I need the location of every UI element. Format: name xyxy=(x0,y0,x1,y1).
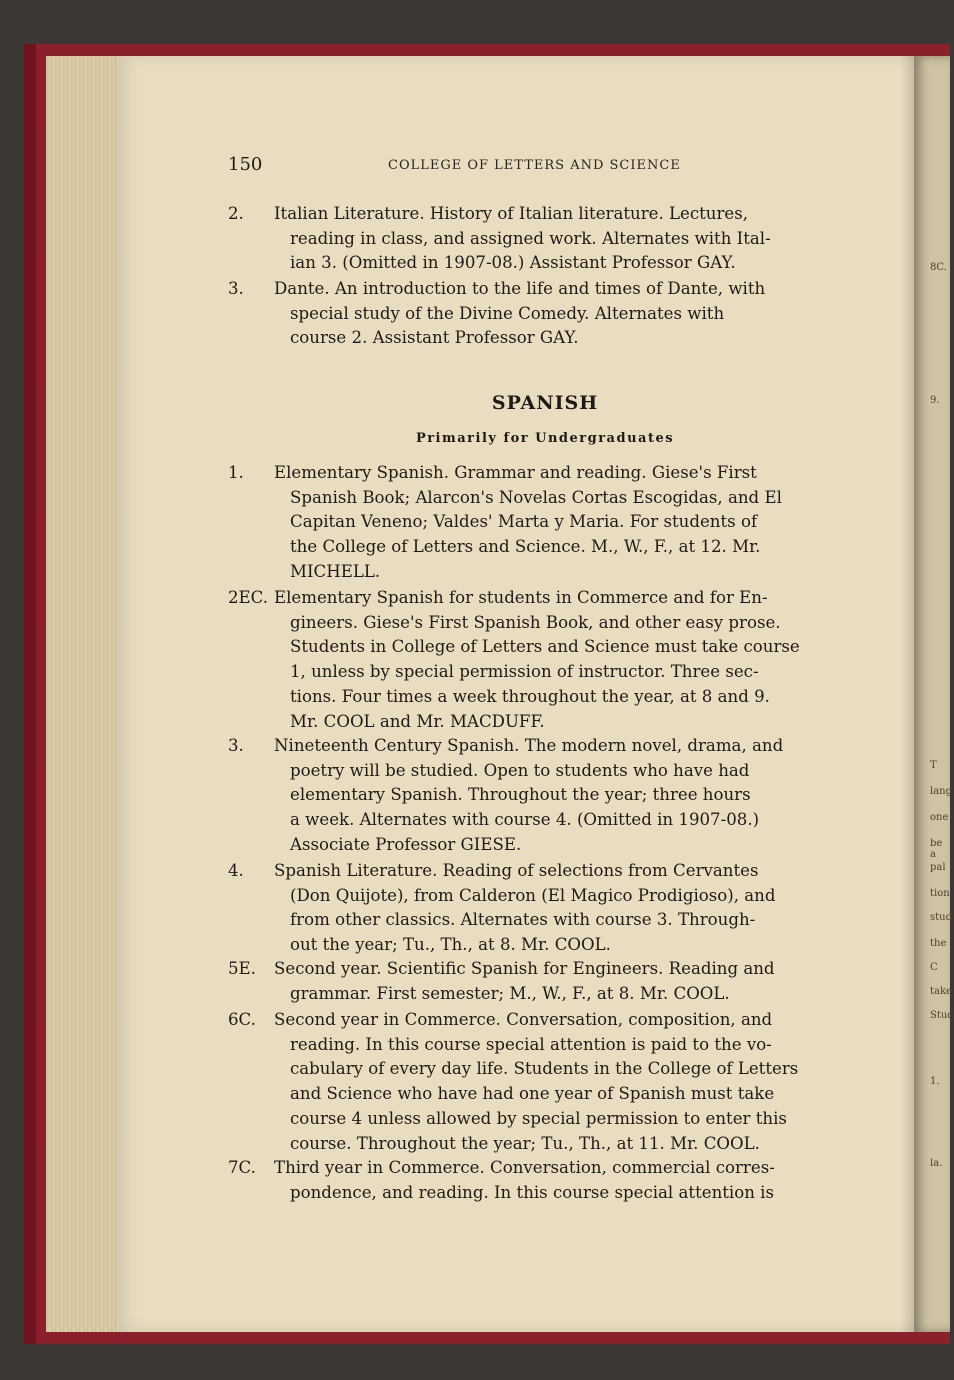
course-entry xyxy=(228,461,858,585)
description-line: course. Throughout the year; Tu., Th., at 11. Mr. COOL. xyxy=(290,1133,760,1153)
facing-page-fragment: be a xyxy=(930,838,943,860)
description-line: Mr. COOL and Mr. MACDUFF. xyxy=(290,711,545,731)
section-subtitle: Primarily for Undergraduates xyxy=(415,431,675,446)
facing-page-fragment: pal xyxy=(930,862,946,873)
description-line: Nineteenth Century Spanish. The modern novel, drama, and xyxy=(274,736,784,755)
facing-page-fragment: 1. xyxy=(930,1076,940,1087)
description-line: from other classics. Alternates with course 3. Through- xyxy=(290,910,756,930)
course-number: 6C. xyxy=(228,1010,256,1029)
course-description xyxy=(274,1156,858,1205)
description-line: poetry will be studied. Open to students who have had xyxy=(290,760,750,780)
description-line: MICHELL. xyxy=(290,561,381,581)
description-line: pondence, and reading. In this course special attention is xyxy=(290,1182,775,1202)
description-line: Second year. Scientific Spanish for Engineers. Reading and xyxy=(274,959,775,978)
course-number: 7C. xyxy=(228,1158,256,1177)
description-line: special study of the Divine Comedy. Alternates with xyxy=(290,303,725,323)
description-line: Capitan Veneno; Valdes' Marta y Maria. For students of xyxy=(290,512,758,532)
course-description xyxy=(274,586,858,734)
course-number: 2. xyxy=(228,204,244,223)
course-entry xyxy=(228,277,858,351)
course-description xyxy=(274,957,858,1006)
description-line: ian 3. (Omitted in 1907-08.) Assistant Professor GAY. xyxy=(290,253,736,273)
facing-page-fragment: stud xyxy=(930,912,952,923)
course-description xyxy=(274,202,858,276)
course-entry xyxy=(228,859,858,958)
course-number: 3. xyxy=(228,736,244,755)
description-line: gineers. Giese's First Spanish Book, and other easy prose. xyxy=(290,612,781,632)
facing-page-fragment: C xyxy=(930,962,938,973)
facing-page-fragment: la. xyxy=(930,1158,943,1169)
description-line: the College of Letters and Science. M., W., F., at 12. Mr. xyxy=(290,537,761,557)
description-line: Elementary Spanish. Grammar and reading. Giese's First xyxy=(274,463,757,482)
facing-page-fragment: 8C. xyxy=(930,262,947,273)
description-line: reading. In this course special attention is paid to the vo- xyxy=(290,1034,772,1054)
description-line: reading in class, and assigned work. Alternates with Ital- xyxy=(290,228,771,248)
course-entry xyxy=(228,734,858,858)
description-line: 1, unless by special permission of instructor. Three sec- xyxy=(290,662,759,682)
description-line: course 4 unless allowed by special permission to enter this xyxy=(290,1108,787,1128)
description-line: elementary Spanish. Throughout the year; three hours xyxy=(290,785,751,805)
facing-page-fragment: lang xyxy=(930,786,953,797)
description-line: Spanish Book; Alarcon's Novelas Cortas Escogidas, and El xyxy=(290,487,782,507)
description-line: cabulary of every day life. Students in the College of Letters xyxy=(290,1059,799,1079)
course-number: 1. xyxy=(228,463,244,482)
description-line: tions. Four times a week throughout the year, at 8 and 9. xyxy=(290,686,770,706)
facing-page-fragment: T xyxy=(930,760,937,771)
facing-page-fragment: Stud xyxy=(930,1010,954,1021)
course-entry xyxy=(228,957,858,1006)
description-line: and Science who have had one year of Spanish must take xyxy=(290,1084,775,1104)
facing-page-fragment: 9. xyxy=(930,395,940,406)
description-line: Italian Literature. History of Italian literature. Lectures, xyxy=(274,204,749,223)
course-entry xyxy=(228,202,858,276)
description-line: (Don Quijote), from Calderon (El Magico Prodigioso), and xyxy=(290,885,776,905)
description-line: course 2. Assistant Professor GAY. xyxy=(290,328,579,348)
page-number: 150 xyxy=(228,154,263,175)
course-entry xyxy=(228,1156,858,1205)
description-line: grammar. First semester; M., W., F., at 8. Mr. COOL. xyxy=(290,983,730,1003)
page-stack-edge xyxy=(46,56,126,1332)
description-line: Associate Professor GIESE. xyxy=(290,834,522,854)
book-spine-edge xyxy=(24,44,36,1344)
course-description xyxy=(274,734,858,858)
facing-page-sliver xyxy=(914,56,954,1332)
description-line: Students in College of Letters and Science must take course xyxy=(290,637,800,657)
facing-page-fragment: take xyxy=(930,986,952,997)
running-header: COLLEGE OF LETTERS AND SCIENCE xyxy=(388,158,681,173)
course-description xyxy=(274,461,858,585)
description-line: Elementary Spanish for students in Commerce and for En- xyxy=(274,588,768,607)
course-description xyxy=(274,1008,858,1156)
facing-page-fragment: one xyxy=(930,812,949,823)
course-description xyxy=(274,277,858,351)
description-line: Third year in Commerce. Conversation, commercial corres- xyxy=(274,1158,775,1177)
facing-page-fragment: the xyxy=(930,938,947,949)
description-line: out the year; Tu., Th., at 8. Mr. COOL. xyxy=(290,935,611,955)
facing-page-fragment: tion xyxy=(930,888,950,899)
course-number: 5E. xyxy=(228,959,256,978)
course-number: 3. xyxy=(228,279,244,298)
description-line: Dante. An introduction to the life and times of Dante, with xyxy=(274,279,766,298)
course-description xyxy=(274,859,858,958)
course-number: 2EC. xyxy=(228,588,269,607)
description-line: Spanish Literature. Reading of selections from Cervantes xyxy=(274,861,759,880)
description-line: a week. Alternates with course 4. (Omitted in 1907-08.) xyxy=(290,810,760,830)
course-number: 4. xyxy=(228,861,244,880)
section-title: SPANISH xyxy=(491,392,599,414)
course-entry xyxy=(228,1008,858,1156)
description-line: Second year in Commerce. Conversation, composition, and xyxy=(274,1010,773,1029)
course-entry xyxy=(228,586,858,734)
